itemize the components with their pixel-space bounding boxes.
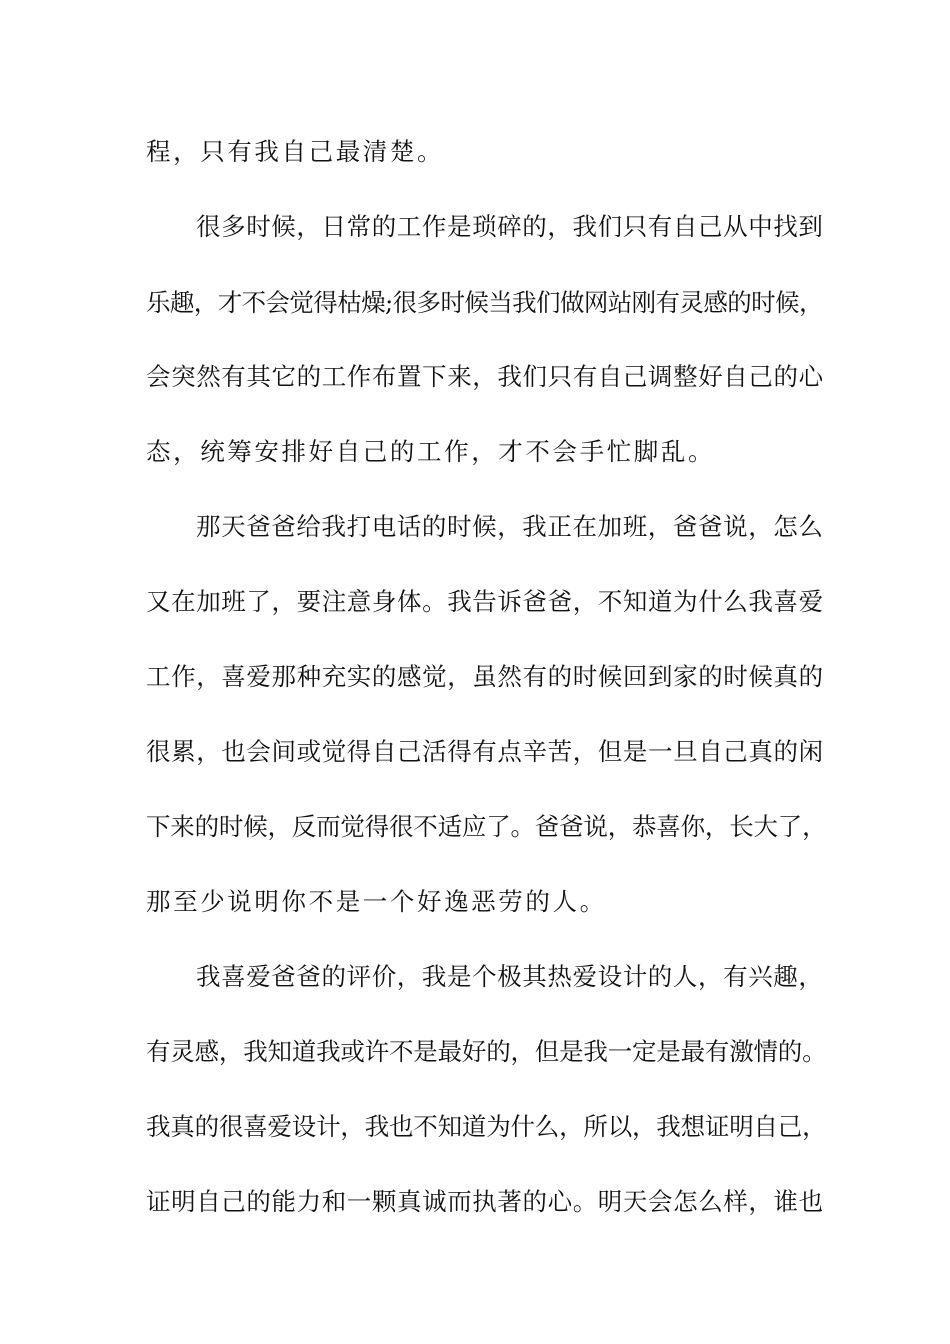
text-line: 下来的时候，反而觉得很不适应了。爸爸说，恭喜你，长大了， [146,812,827,841]
paragraph-start-line: 我喜爱爸爸的评价，我是个极其热爱设计的人，有兴趣， [196,962,824,991]
text-line: 那至少说明你不是一个好逸恶劳的人。 [146,887,607,916]
paragraph-start-line: 很多时候，日常的工作是琐碎的，我们只有自己从中找到 [196,212,824,241]
text-line: 乐趣，才不会觉得枯燥;很多时候当我们做网站刚有灵感的时候， [146,288,823,317]
text-line: 有灵感，我知道我或许不是最好的，但是我一定是最有激情的。 [146,1037,827,1066]
text-line: 我真的很喜爱设计，我也不知道为什么，所以，我想证明自己， [146,1112,827,1141]
text-line: 态，统筹安排好自己的工作，才不会手忙脚乱。 [146,437,716,466]
text-line: 证明自己的能力和一颗真诚而执著的心。明天会怎么样，谁也 [146,1187,824,1216]
text-line: 很累，也会间或觉得自己活得有点辛苦，但是一旦自己真的闲 [146,737,824,766]
text-line: 工作，喜爱那种充实的感觉，虽然有的时候回到家的时候真的 [146,662,824,691]
text-line: 又在加班了，要注意身体。我告诉爸爸，不知道为什么我喜爱 [146,587,824,616]
paragraph-start-line: 那天爸爸给我打电话的时候，我正在加班，爸爸说，怎么 [196,512,824,541]
text-line: 会突然有其它的工作布置下来，我们只有自己调整好自己的心 [146,362,824,391]
text-line: 程，只有我自己最清楚。 [146,137,445,166]
